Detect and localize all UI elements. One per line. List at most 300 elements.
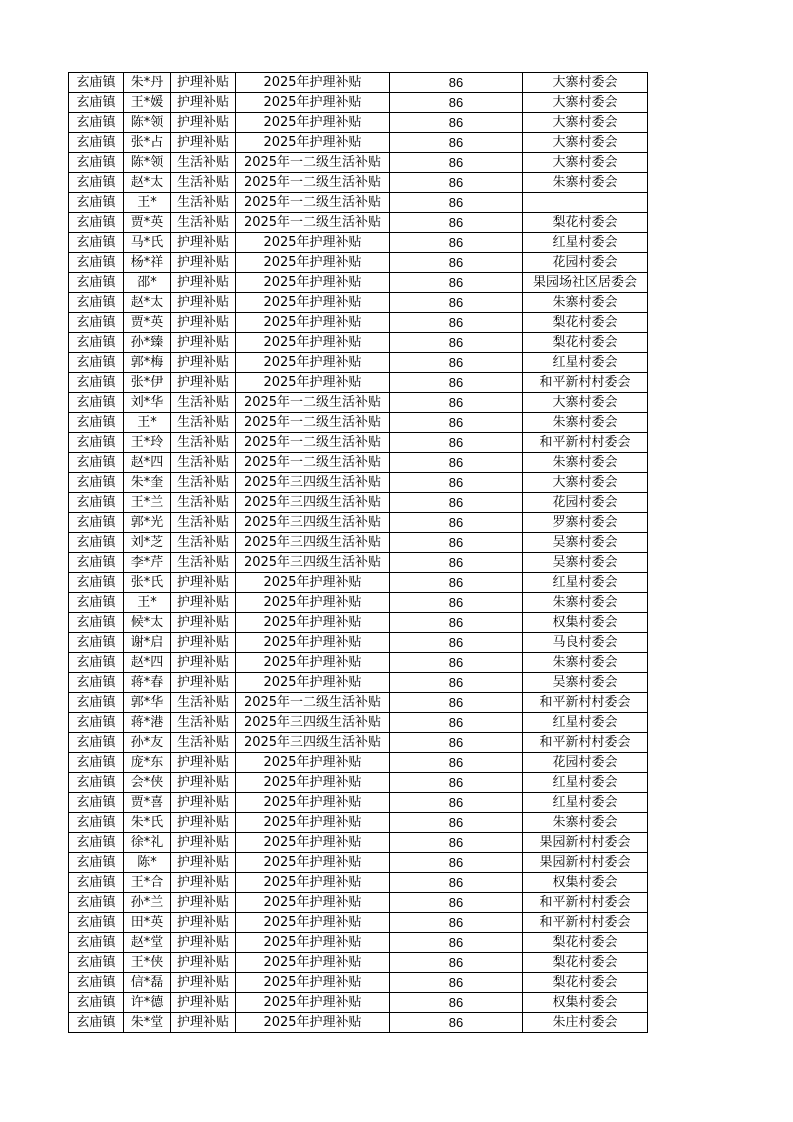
name-cell: 王* [124,593,171,613]
name-cell: 王* [124,413,171,433]
village-committee-cell: 花园村委会 [523,253,648,273]
village-committee-cell: 果园场社区居委会 [523,273,648,293]
subsidy-item-cell: 2025年一二级生活补贴 [236,413,390,433]
village-committee-cell: 朱寨村委会 [523,293,648,313]
amount-cell: 86 [390,493,523,513]
table-row [69,773,648,793]
subsidy-item-cell: 2025年护理补贴 [236,73,390,93]
subsidy-item-cell: 2025年护理补贴 [236,933,390,953]
subsidy-type-cell: 生活补贴 [171,433,236,453]
table-row [69,953,648,973]
subsidy-type-cell: 护理补贴 [171,673,236,693]
subsidy-type-cell: 生活补贴 [171,513,236,533]
town-cell: 玄庙镇 [69,493,124,513]
amount-cell: 86 [390,773,523,793]
village-committee-cell: 和平新村村委会 [523,913,648,933]
table-row [69,653,648,673]
town-cell: 玄庙镇 [69,653,124,673]
amount-cell: 86 [390,333,523,353]
subsidy-type-cell: 生活补贴 [171,153,236,173]
village-committee-cell: 朱寨村委会 [523,413,648,433]
subsidy-type-cell: 护理补贴 [171,773,236,793]
subsidy-item-cell: 2025年护理补贴 [236,853,390,873]
town-cell: 玄庙镇 [69,453,124,473]
name-cell: 蒋*春 [124,673,171,693]
town-cell: 玄庙镇 [69,473,124,493]
table-row [69,173,648,193]
town-cell: 玄庙镇 [69,313,124,333]
subsidy-type-cell: 护理补贴 [171,913,236,933]
village-committee-cell: 红星村委会 [523,713,648,733]
subsidy-item-cell: 2025年护理补贴 [236,113,390,133]
subsidy-item-cell: 2025年一二级生活补贴 [236,693,390,713]
village-committee-cell: 梨花村委会 [523,973,648,993]
name-cell: 赵*堂 [124,933,171,953]
amount-cell: 86 [390,273,523,293]
table-row [69,873,648,893]
village-committee-cell: 吴寨村委会 [523,533,648,553]
subsidy-item-cell: 2025年一二级生活补贴 [236,453,390,473]
amount-cell: 86 [390,893,523,913]
subsidy-item-cell: 2025年一二级生活补贴 [236,433,390,453]
name-cell: 陈*领 [124,153,171,173]
amount-cell: 86 [390,413,523,433]
name-cell: 徐*礼 [124,833,171,853]
town-cell: 玄庙镇 [69,753,124,773]
subsidy-type-cell: 护理补贴 [171,233,236,253]
subsidy-type-cell: 护理补贴 [171,353,236,373]
table-row [69,153,648,173]
name-cell: 刘*芝 [124,533,171,553]
subsidy-item-cell: 2025年护理补贴 [236,893,390,913]
name-cell: 李*芹 [124,553,171,573]
name-cell: 王*侠 [124,953,171,973]
subsidy-type-cell: 护理补贴 [171,313,236,333]
village-committee-cell: 红星村委会 [523,773,648,793]
table-row [69,913,648,933]
town-cell: 玄庙镇 [69,633,124,653]
subsidy-item-cell: 2025年护理补贴 [236,953,390,973]
name-cell: 王*玲 [124,433,171,453]
name-cell: 赵*四 [124,453,171,473]
table-row [69,893,648,913]
town-cell: 玄庙镇 [69,813,124,833]
name-cell: 会*侠 [124,773,171,793]
table-row [69,733,648,753]
subsidy-item-cell: 2025年护理补贴 [236,1013,390,1033]
subsidy-type-cell: 护理补贴 [171,653,236,673]
subsidy-type-cell: 护理补贴 [171,113,236,133]
name-cell: 蒋*港 [124,713,171,733]
village-committee-cell: 大寨村委会 [523,93,648,113]
village-committee-cell: 大寨村委会 [523,73,648,93]
town-cell: 玄庙镇 [69,193,124,213]
subsidy-type-cell: 生活补贴 [171,733,236,753]
table-row [69,73,648,93]
table-row [69,473,648,493]
amount-cell: 86 [390,113,523,133]
table-row [69,233,648,253]
amount-cell: 86 [390,93,523,113]
amount-cell: 86 [390,693,523,713]
town-cell: 玄庙镇 [69,933,124,953]
name-cell: 杨*祥 [124,253,171,273]
subsidy-item-cell: 2025年护理补贴 [236,993,390,1013]
subsidy-type-cell: 生活补贴 [171,393,236,413]
table-row [69,213,648,233]
subsidy-type-cell: 护理补贴 [171,753,236,773]
town-cell: 玄庙镇 [69,693,124,713]
amount-cell: 86 [390,933,523,953]
subsidy-type-cell: 护理补贴 [171,573,236,593]
name-cell: 孙*友 [124,733,171,753]
amount-cell: 86 [390,353,523,373]
subsidy-type-cell: 护理补贴 [171,93,236,113]
village-committee-cell: 花园村委会 [523,493,648,513]
name-cell: 赵*四 [124,653,171,673]
table-row [69,853,648,873]
table-row [69,973,648,993]
village-committee-cell: 果园新村村委会 [523,853,648,873]
name-cell: 刘*华 [124,393,171,413]
town-cell: 玄庙镇 [69,333,124,353]
village-committee-cell: 大寨村委会 [523,133,648,153]
subsidy-item-cell: 2025年三四级生活补贴 [236,473,390,493]
subsidy-item-cell: 2025年护理补贴 [236,593,390,613]
amount-cell: 86 [390,513,523,533]
subsidy-type-cell: 护理补贴 [171,73,236,93]
amount-cell: 86 [390,853,523,873]
subsidy-type-cell: 护理补贴 [171,853,236,873]
subsidy-type-cell: 护理补贴 [171,933,236,953]
name-cell: 朱*奎 [124,473,171,493]
table-row [69,93,648,113]
subsidy-item-cell: 2025年三四级生活补贴 [236,553,390,573]
subsidy-item-cell: 2025年护理补贴 [236,673,390,693]
subsidy-type-cell: 护理补贴 [171,873,236,893]
name-cell: 陈*领 [124,113,171,133]
table-row [69,693,648,713]
amount-cell: 86 [390,453,523,473]
subsidy-type-cell: 护理补贴 [171,813,236,833]
table-row [69,353,648,373]
subsidy-item-cell: 2025年护理补贴 [236,653,390,673]
amount-cell: 86 [390,813,523,833]
table-row [69,413,648,433]
village-committee-cell: 吴寨村委会 [523,673,648,693]
subsidy-type-cell: 护理补贴 [171,833,236,853]
town-cell: 玄庙镇 [69,133,124,153]
name-cell: 田*英 [124,913,171,933]
subsidy-table-body [69,73,648,1033]
subsidy-item-cell: 2025年护理补贴 [236,573,390,593]
amount-cell: 86 [390,673,523,693]
amount-cell: 86 [390,153,523,173]
name-cell: 庞*东 [124,753,171,773]
village-committee-cell: 朱寨村委会 [523,813,648,833]
amount-cell: 86 [390,193,523,213]
table-row [69,273,648,293]
table-row [69,373,648,393]
amount-cell: 86 [390,293,523,313]
amount-cell: 86 [390,953,523,973]
village-committee-cell: 罗寨村委会 [523,513,648,533]
table-row [69,793,648,813]
table-row [69,813,648,833]
table-row [69,493,648,513]
subsidy-type-cell: 护理补贴 [171,953,236,973]
subsidy-item-cell: 2025年护理补贴 [236,873,390,893]
subsidy-item-cell: 2025年护理补贴 [236,273,390,293]
table-row [69,253,648,273]
town-cell: 玄庙镇 [69,993,124,1013]
table-row [69,453,648,473]
town-cell: 玄庙镇 [69,213,124,233]
town-cell: 玄庙镇 [69,773,124,793]
amount-cell: 86 [390,793,523,813]
subsidy-item-cell: 2025年护理补贴 [236,973,390,993]
amount-cell: 86 [390,173,523,193]
subsidy-type-cell: 生活补贴 [171,693,236,713]
amount-cell: 86 [390,213,523,233]
village-committee-cell: 红星村委会 [523,573,648,593]
town-cell: 玄庙镇 [69,573,124,593]
village-committee-cell: 朱寨村委会 [523,453,648,473]
subsidy-type-cell: 护理补贴 [171,793,236,813]
town-cell: 玄庙镇 [69,433,124,453]
name-cell: 郭*华 [124,693,171,713]
table-row [69,313,648,333]
amount-cell: 86 [390,633,523,653]
village-committee-cell: 果园新村村委会 [523,833,648,853]
subsidy-type-cell: 生活补贴 [171,713,236,733]
subsidy-type-cell: 护理补贴 [171,333,236,353]
subsidy-type-cell: 护理补贴 [171,133,236,153]
town-cell: 玄庙镇 [69,173,124,193]
name-cell: 郭*梅 [124,353,171,373]
table-row [69,1013,648,1033]
subsidy-type-cell: 护理补贴 [171,613,236,633]
village-committee-cell: 梨花村委会 [523,333,648,353]
subsidy-item-cell: 2025年一二级生活补贴 [236,173,390,193]
subsidy-type-cell: 护理补贴 [171,973,236,993]
village-committee-cell: 红星村委会 [523,233,648,253]
subsidy-type-cell: 护理补贴 [171,1013,236,1033]
subsidy-item-cell: 2025年一二级生活补贴 [236,393,390,413]
table-row [69,113,648,133]
town-cell: 玄庙镇 [69,553,124,573]
town-cell: 玄庙镇 [69,973,124,993]
subsidy-item-cell: 2025年护理补贴 [236,373,390,393]
village-committee-cell: 权集村委会 [523,613,648,633]
name-cell: 信*磊 [124,973,171,993]
table-row [69,993,648,1013]
subsidy-type-cell: 护理补贴 [171,993,236,1013]
name-cell: 孙*臻 [124,333,171,353]
table-row [69,513,648,533]
amount-cell: 86 [390,613,523,633]
town-cell: 玄庙镇 [69,533,124,553]
amount-cell: 86 [390,713,523,733]
name-cell: 许*德 [124,993,171,1013]
subsidy-type-cell: 生活补贴 [171,173,236,193]
amount-cell: 86 [390,753,523,773]
village-committee-cell: 花园村委会 [523,753,648,773]
village-committee-cell: 红星村委会 [523,353,648,373]
town-cell: 玄庙镇 [69,793,124,813]
name-cell: 王* [124,193,171,213]
town-cell: 玄庙镇 [69,253,124,273]
town-cell: 玄庙镇 [69,613,124,633]
village-committee-cell: 吴寨村委会 [523,553,648,573]
table-row [69,673,648,693]
town-cell: 玄庙镇 [69,593,124,613]
table-row [69,933,648,953]
subsidy-item-cell: 2025年护理补贴 [236,333,390,353]
amount-cell: 86 [390,573,523,593]
village-committee-cell: 朱寨村委会 [523,653,648,673]
subsidy-table [68,72,648,1033]
town-cell: 玄庙镇 [69,373,124,393]
amount-cell: 86 [390,433,523,453]
village-committee-cell: 朱寨村委会 [523,593,648,613]
name-cell: 马*氏 [124,233,171,253]
village-committee-cell: 大寨村委会 [523,473,648,493]
table-row [69,633,648,653]
amount-cell: 86 [390,973,523,993]
village-committee-cell: 红星村委会 [523,793,648,813]
village-committee-cell: 梨花村委会 [523,933,648,953]
village-committee-cell: 梨花村委会 [523,313,648,333]
subsidy-item-cell: 2025年三四级生活补贴 [236,533,390,553]
village-committee-cell [523,193,648,213]
amount-cell: 86 [390,253,523,273]
amount-cell: 86 [390,733,523,753]
table-row [69,293,648,313]
town-cell: 玄庙镇 [69,73,124,93]
amount-cell: 86 [390,73,523,93]
subsidy-type-cell: 护理补贴 [171,373,236,393]
subsidy-item-cell: 2025年三四级生活补贴 [236,713,390,733]
name-cell: 贾*英 [124,213,171,233]
name-cell: 邵* [124,273,171,293]
town-cell: 玄庙镇 [69,1013,124,1033]
subsidy-type-cell: 生活补贴 [171,553,236,573]
subsidy-type-cell: 生活补贴 [171,493,236,513]
name-cell: 王*媛 [124,93,171,113]
table-row [69,533,648,553]
amount-cell: 86 [390,913,523,933]
amount-cell: 86 [390,593,523,613]
subsidy-item-cell: 2025年三四级生活补贴 [236,733,390,753]
town-cell: 玄庙镇 [69,873,124,893]
subsidy-item-cell: 2025年护理补贴 [236,613,390,633]
village-committee-cell: 朱寨村委会 [523,173,648,193]
name-cell: 赵*太 [124,173,171,193]
village-committee-cell: 马良村委会 [523,633,648,653]
subsidy-item-cell: 2025年一二级生活补贴 [236,193,390,213]
village-committee-cell: 大寨村委会 [523,153,648,173]
town-cell: 玄庙镇 [69,833,124,853]
town-cell: 玄庙镇 [69,273,124,293]
name-cell: 孙*兰 [124,893,171,913]
name-cell: 候*太 [124,613,171,633]
town-cell: 玄庙镇 [69,413,124,433]
table-row [69,613,648,633]
village-committee-cell: 朱庄村委会 [523,1013,648,1033]
village-committee-cell: 和平新村村委会 [523,693,648,713]
village-committee-cell: 权集村委会 [523,873,648,893]
name-cell: 贾*英 [124,313,171,333]
subsidy-item-cell: 2025年一二级生活补贴 [236,213,390,233]
subsidy-item-cell: 2025年护理补贴 [236,773,390,793]
name-cell: 朱*氏 [124,813,171,833]
village-committee-cell: 梨花村委会 [523,953,648,973]
subsidy-type-cell: 生活补贴 [171,413,236,433]
amount-cell: 86 [390,993,523,1013]
town-cell: 玄庙镇 [69,953,124,973]
subsidy-type-cell: 生活补贴 [171,473,236,493]
village-committee-cell: 权集村委会 [523,993,648,1013]
subsidy-item-cell: 2025年护理补贴 [236,353,390,373]
table-row [69,713,648,733]
amount-cell: 86 [390,1013,523,1033]
name-cell: 朱*堂 [124,1013,171,1033]
amount-cell: 86 [390,373,523,393]
subsidy-type-cell: 护理补贴 [171,273,236,293]
table-row [69,433,648,453]
name-cell: 王*兰 [124,493,171,513]
town-cell: 玄庙镇 [69,713,124,733]
name-cell: 谢*启 [124,633,171,653]
subsidy-item-cell: 2025年护理补贴 [236,293,390,313]
village-committee-cell: 和平新村村委会 [523,733,648,753]
town-cell: 玄庙镇 [69,513,124,533]
subsidy-item-cell: 2025年一二级生活补贴 [236,153,390,173]
subsidy-item-cell: 2025年护理补贴 [236,313,390,333]
amount-cell: 86 [390,873,523,893]
town-cell: 玄庙镇 [69,293,124,313]
subsidy-item-cell: 2025年护理补贴 [236,793,390,813]
town-cell: 玄庙镇 [69,113,124,133]
amount-cell: 86 [390,533,523,553]
town-cell: 玄庙镇 [69,233,124,253]
table-row [69,573,648,593]
amount-cell: 86 [390,233,523,253]
amount-cell: 86 [390,553,523,573]
subsidy-item-cell: 2025年三四级生活补贴 [236,493,390,513]
subsidy-item-cell: 2025年护理补贴 [236,753,390,773]
subsidy-type-cell: 护理补贴 [171,633,236,653]
name-cell: 贾*喜 [124,793,171,813]
subsidy-type-cell: 生活补贴 [171,453,236,473]
table-row [69,553,648,573]
subsidy-item-cell: 2025年护理补贴 [236,913,390,933]
village-committee-cell: 和平新村村委会 [523,373,648,393]
amount-cell: 86 [390,313,523,333]
town-cell: 玄庙镇 [69,153,124,173]
table-row [69,753,648,773]
subsidy-type-cell: 生活补贴 [171,193,236,213]
amount-cell: 86 [390,653,523,673]
table-row [69,393,648,413]
table-row [69,133,648,153]
subsidy-item-cell: 2025年三四级生活补贴 [236,513,390,533]
name-cell: 张*氏 [124,573,171,593]
town-cell: 玄庙镇 [69,393,124,413]
subsidy-type-cell: 护理补贴 [171,293,236,313]
name-cell: 郭*光 [124,513,171,533]
